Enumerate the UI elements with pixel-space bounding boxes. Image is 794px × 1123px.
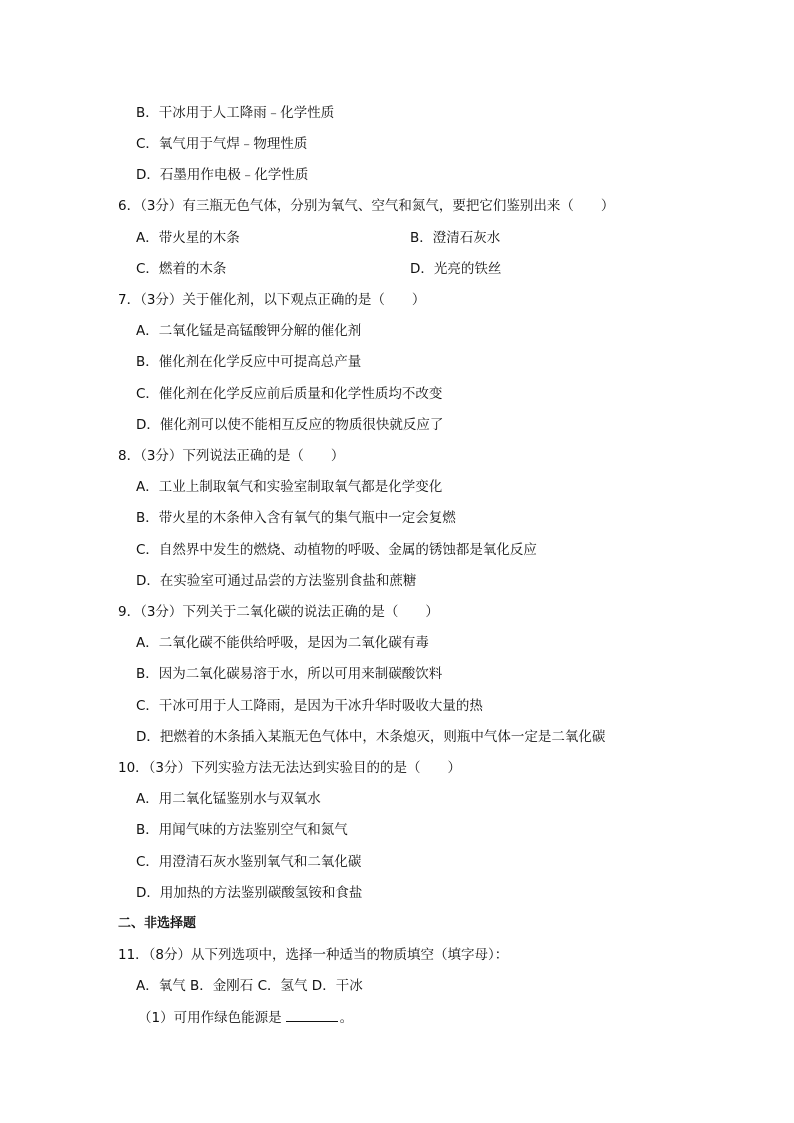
q11-sub1-suffix: 。 (339, 1010, 354, 1026)
q11-choices: A．氧气 B．金刚石 C．氢气 D．干冰 (136, 978, 363, 994)
q8-stem: 8．（3分）下列说法正确的是（ ） (118, 448, 345, 464)
q5-option-b: B．干冰用于人工降雨﹣化学性质 (136, 105, 335, 121)
q6-option-c: C．燃着的木条 (136, 261, 227, 277)
q5-option-c: C．氧气用于气焊﹣物理性质 (136, 136, 308, 152)
q8-option-c: C．自然界中发生的燃烧、动植物的呼吸、金属的锈蚀都是氧化反应 (136, 542, 537, 558)
q7-option-b: B．催化剂在化学反应中可提高总产量 (136, 354, 362, 370)
q8-option-b: B．带火星的木条伸入含有氧气的集气瓶中一定会复燃 (136, 510, 456, 526)
q9-option-d: D．把燃着的木条插入某瓶无色气体中，木条熄灭，则瓶中气体一定是二氧化碳 (136, 729, 606, 745)
q7-option-a: A．二氧化锰是高锰酸钾分解的催化剂 (136, 323, 362, 339)
q9-option-a: A．二氧化碳不能供给呼吸，是因为二氧化碳有毒 (136, 635, 429, 651)
q11-sub1 (138, 1009, 353, 1027)
q10-option-b: B．用闻气味的方法鉴别空气和氮气 (136, 822, 348, 838)
q6-option-a: A．带火星的木条 (136, 230, 240, 246)
q6-stem: 6．（3分）有三瓶无色气体，分别为氧气、空气和氮气，要把它们鉴别出来（ ） (118, 198, 615, 214)
q10-option-d: D．用加热的方法鉴别碳酸氢铵和食盐 (136, 885, 363, 901)
q11-sub1-prefix: （1）可用作绿色能源是 (138, 1010, 282, 1026)
q7-option-d: D．催化剂可以使不能相互反应的物质很快就反应了 (136, 417, 444, 433)
q10-stem: 10．（3分）下列实验方法无法达到实验目的的是（ ） (118, 760, 462, 776)
q7-option-c: C．催化剂在化学反应前后质量和化学性质均不改变 (136, 386, 443, 402)
q5-option-d: D．石墨用作电极﹣化学性质 (136, 167, 309, 183)
q10-option-a: A．用二氧化锰鉴别水与双氧水 (136, 791, 321, 807)
q11-stem: 11．（8分）从下列选项中，选择一种适当的物质填空（填字母）： (118, 947, 509, 963)
q6-option-d: D．光亮的铁丝 (410, 261, 502, 277)
section-heading: 二、非选择题 (118, 916, 197, 931)
q8-option-a: A．工业上制取氧气和实验室制取氧气都是化学变化 (136, 479, 443, 495)
answer-blank[interactable] (286, 1009, 338, 1022)
q8-option-d: D．在实验室可通过品尝的方法鉴别食盐和蔗糖 (136, 573, 417, 589)
q7-stem: 7．（3分）关于催化剂，以下观点正确的是（ ） (118, 292, 426, 308)
q9-option-c: C．干冰可用于人工降雨，是因为干冰升华时吸收大量的热 (136, 698, 483, 714)
q6-option-b: B．澄清石灰水 (410, 230, 501, 246)
q10-option-c: C．用澄清石灰水鉴别氧气和二氧化碳 (136, 854, 362, 870)
q9-option-b: B．因为二氧化碳易溶于水，所以可用来制碳酸饮料 (136, 666, 443, 682)
q9-stem: 9．（3分）下列关于二氧化碳的说法正确的是（ ） (118, 604, 439, 620)
